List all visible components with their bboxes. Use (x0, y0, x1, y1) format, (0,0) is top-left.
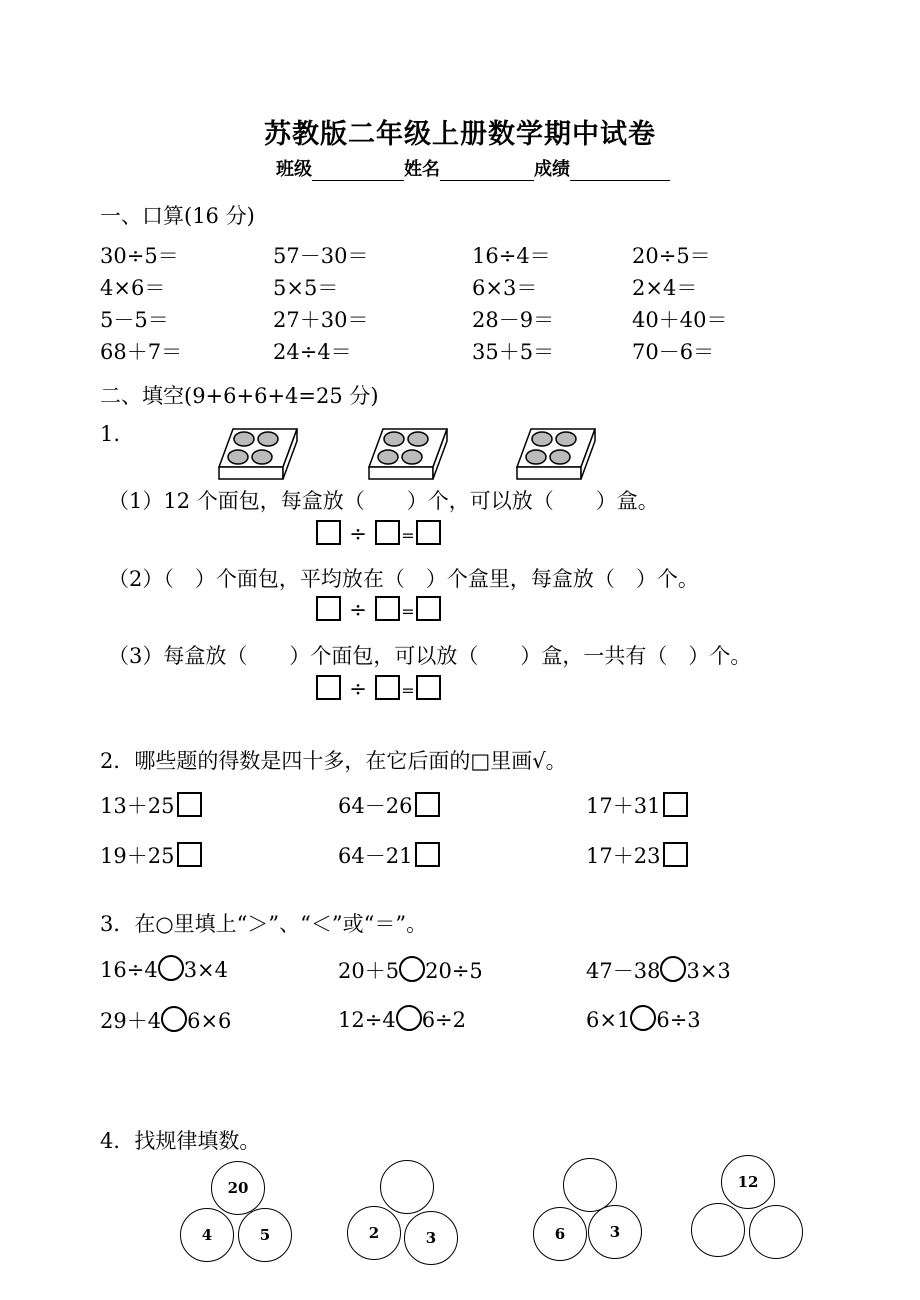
bread-tray-icon (513, 427, 599, 483)
compare-circle[interactable] (399, 956, 425, 982)
calc-item: 4×6＝ (100, 276, 166, 300)
divide-sign: ÷ (349, 598, 367, 622)
compare-right: 6×6 (187, 1009, 232, 1033)
equation-row (316, 520, 441, 546)
number-circle-right[interactable] (749, 1205, 803, 1259)
calc-item: 27＋30＝ (273, 308, 369, 332)
check-box[interactable] (415, 842, 440, 867)
compare-circle[interactable] (630, 1005, 656, 1031)
calc-item: 40＋40＝ (632, 308, 728, 332)
compare-circle[interactable] (660, 956, 686, 982)
score-blank[interactable] (570, 160, 670, 181)
compare-left: 20＋5 (338, 959, 400, 983)
number-circle-right[interactable]: 3 (404, 1211, 458, 1265)
answer-box[interactable] (416, 596, 441, 621)
number-circle-top[interactable]: 12 (721, 1155, 775, 1209)
score-label: 成绩 (534, 159, 570, 180)
answer-box[interactable] (316, 596, 341, 621)
check-expression: 64－26 (338, 794, 413, 818)
compare-right: 20÷5 (425, 959, 483, 983)
answer-box[interactable] (416, 675, 441, 700)
q1-part-3: （3）每盒放（ ）个面包，可以放（ ）盒，一共有（ ）个。 (108, 644, 752, 668)
check-item (338, 790, 440, 820)
calc-item: 2×4＝ (632, 276, 698, 300)
calc-item: 5－5＝ (100, 308, 169, 332)
q2-text: 2．哪些题的得数是四十多，在它后面的□里画√。 (100, 749, 567, 773)
compare-left: 12÷4 (338, 1008, 396, 1032)
calc-item: 20÷5＝ (632, 244, 711, 268)
answer-box[interactable] (316, 520, 341, 545)
check-box[interactable] (663, 842, 688, 867)
compare-item (586, 1005, 701, 1032)
check-expression: 19＋25 (100, 844, 175, 868)
equals-sign: = (401, 602, 415, 621)
divide-sign: ÷ (349, 522, 367, 546)
student-info-line (276, 155, 670, 181)
check-item (100, 790, 202, 820)
answer-box[interactable] (416, 520, 441, 545)
answer-box[interactable] (375, 675, 400, 700)
check-box[interactable] (177, 792, 202, 817)
calc-item: 28－9＝ (472, 308, 555, 332)
number-circle-top[interactable] (563, 1158, 617, 1212)
compare-item (338, 955, 483, 985)
compare-item (100, 1005, 231, 1035)
compare-right: 6÷2 (421, 1008, 467, 1032)
class-blank[interactable] (312, 160, 404, 181)
q1-part-1: （1）12 个面包，每盒放（ ）个，可以放（ ）盒。 (108, 489, 659, 513)
check-item (586, 790, 688, 820)
name-blank[interactable] (440, 160, 534, 181)
compare-circle[interactable] (158, 955, 184, 981)
check-expression: 17＋31 (586, 794, 661, 818)
number-circle-left[interactable]: 4 (180, 1208, 234, 1262)
number-circle-right[interactable]: 3 (588, 1205, 642, 1259)
check-item (100, 840, 202, 870)
answer-box[interactable] (375, 520, 400, 545)
check-item (338, 840, 440, 870)
number-circle-top[interactable]: 20 (211, 1161, 265, 1215)
compare-circle[interactable] (396, 1005, 422, 1031)
compare-left: 29＋4 (100, 1009, 162, 1033)
section2-heading: 二、填空(9+6+6+4=25 分) (100, 384, 379, 408)
q3-text: 3．在○里填上“＞”、“＜”或“＝”。 (100, 912, 428, 936)
number-circle-right[interactable]: 5 (238, 1208, 292, 1262)
equation-row (316, 675, 441, 701)
compare-left: 16÷4 (100, 958, 158, 982)
check-expression: 13＋25 (100, 794, 175, 818)
compare-circle[interactable] (161, 1006, 187, 1032)
calc-item: 35＋5＝ (472, 340, 555, 364)
bread-tray-icon (365, 427, 451, 483)
calc-item: 16÷4＝ (472, 244, 551, 268)
number-circle-left[interactable]: 6 (533, 1207, 587, 1261)
check-item (586, 840, 688, 870)
check-expression: 17＋23 (586, 844, 661, 868)
calc-item: 6×3＝ (472, 276, 538, 300)
compare-left: 6×1 (586, 1008, 631, 1032)
compare-right: 3×3 (686, 959, 731, 983)
q1-part-2: （2）（ ）个面包，平均放在（ ）个盒里，每盒放（ ）个。 (108, 567, 699, 591)
class-label: 班级 (276, 159, 312, 180)
number-circle-left[interactable]: 2 (347, 1206, 401, 1260)
compare-item (100, 955, 228, 982)
compare-left: 47－38 (586, 959, 661, 983)
calc-item: 24÷4＝ (273, 340, 352, 364)
answer-box[interactable] (316, 675, 341, 700)
section1-heading: 一、口算(16 分) (100, 204, 255, 228)
equation-row (316, 596, 441, 622)
calc-item: 70－6＝ (632, 340, 715, 364)
equals-sign: = (401, 681, 415, 700)
compare-right: 3×4 (183, 958, 229, 982)
answer-box[interactable] (375, 596, 400, 621)
check-box[interactable] (177, 842, 202, 867)
number-circle-top[interactable] (380, 1160, 434, 1214)
divide-sign: ÷ (349, 677, 367, 701)
calc-item: 57－30＝ (273, 244, 369, 268)
calc-item: 30÷5＝ (100, 244, 179, 268)
page-title: 苏教版二年级上册数学期中试卷 (264, 119, 656, 150)
compare-item (586, 955, 731, 985)
check-box[interactable] (415, 792, 440, 817)
compare-right: 6÷3 (656, 1008, 701, 1032)
q4-text: 4．找规律填数。 (100, 1129, 261, 1153)
bread-tray-icon (215, 427, 301, 483)
q1-label: 1. (100, 422, 121, 446)
check-expression: 64－21 (338, 844, 413, 868)
number-circle-left[interactable] (691, 1203, 745, 1257)
calc-item: 5×5＝ (273, 276, 339, 300)
check-box[interactable] (663, 792, 688, 817)
name-label: 姓名 (404, 159, 440, 180)
compare-item (338, 1005, 466, 1032)
calc-item: 68＋7＝ (100, 340, 183, 364)
equals-sign: = (401, 526, 415, 545)
